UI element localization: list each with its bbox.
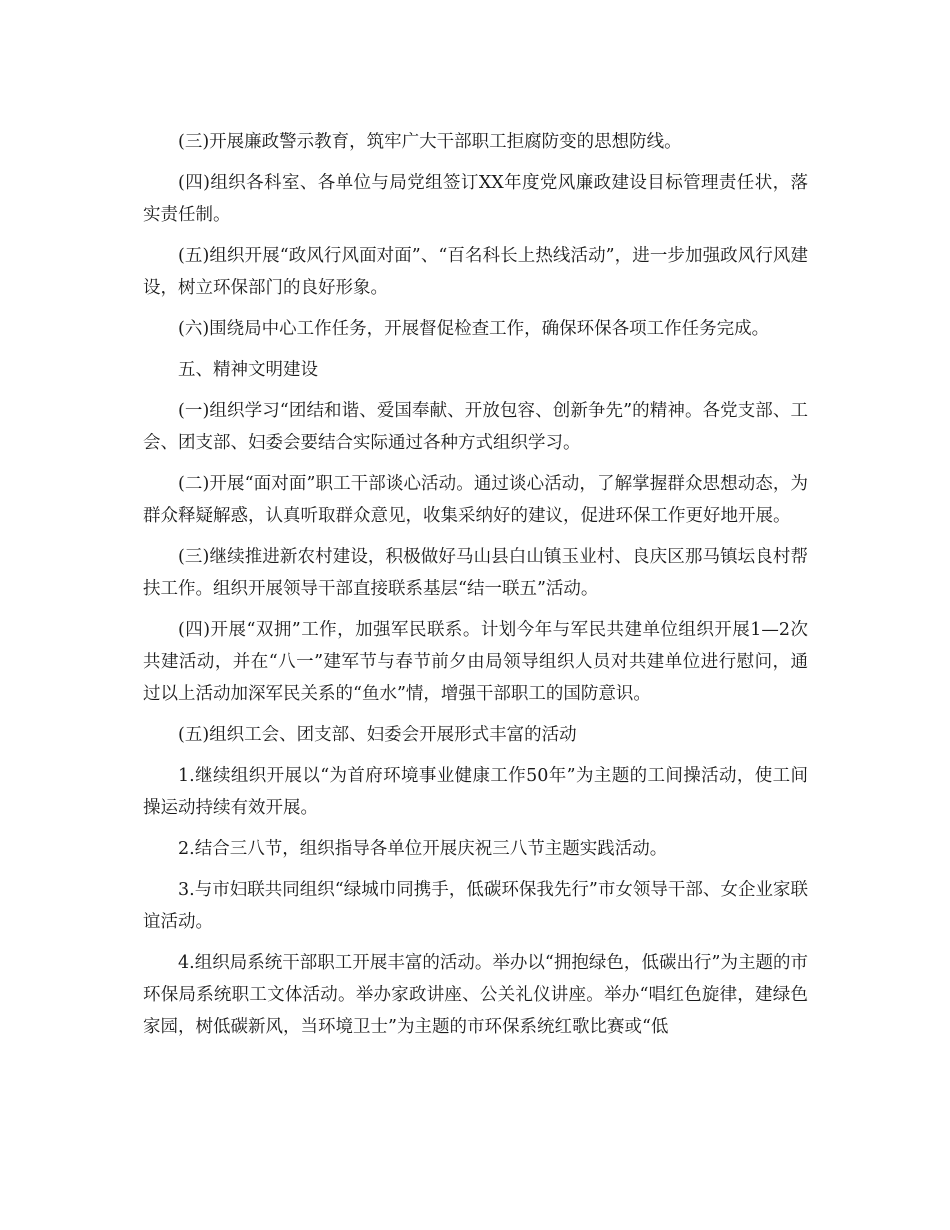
list-item-4: 4.组织局系统干部职工开展丰富的活动。举办以“拥抱绿色，低碳出行”为主题的市环保局系统职工文体活动。举办家政讲座、公关礼仪讲座。举办“唱红色旋律，建绿色家园，树低碳新风，当环境卫士”为主题的市环保系统红歌比赛或“低 [143,953,808,1037]
paragraph-4: (六)围绕局中心工作任务，开展督促检查工作，确保环保各项工作任务完成。 [178,319,770,339]
paragraph-2: (四)组织各科室、各单位与局党组签订XX年度党风廉政建设目标管理责任状，落实责任制。 [143,173,808,225]
paragraph-9: (五)组织工会、团支部、妇委会开展形式丰富的活动 [178,725,577,745]
document-body [143,126,808,1052]
list-item-1: 1.继续组织开展以“为首府环境事业健康工作50年”为主题的工间操活动，使工间操运动持续有效开展。 [143,766,808,818]
paragraph-7: (三)继续推进新农村建设，积极做好马山县白山镇玉业村、良庆区那马镇坛良村帮扶工作。组织开展领导干部直接联系基层“结一联五”活动。 [143,547,808,599]
section-heading: 五、精神文明建设 [178,360,318,380]
list-item-2: 2.结合三八节，组织指导各单位开展庆祝三八节主题实践活动。 [178,839,668,859]
paragraph-6: (二)开展“面对面”职工干部谈心活动。通过谈心活动，了解掌握群众思想动态，为群众释疑解惑，认真听取群众意见，收集采纳好的建议，促进环保工作更好地开展。 [143,474,808,526]
paragraph-5: (一)组织学习“团结和谐、爱国奉献、开放包容、创新争先”的精神。各党支部、工会、团支部、妇委会要结合实际通过各种方式组织学习。 [143,401,808,453]
paragraph-8: (四)开展“双拥”工作，加强军民联系。计划今年与军民共建单位组织开展1—2次共建活动，并在“八一”建军节与春节前夕由局领导组织人员对共建单位进行慰问，通过以上活动加深军民关系的“鱼水”情，增强干部职工的国防意识。 [143,620,808,704]
paragraph-3: (五)组织开展“政风行风面对面”、“百名科长上热线活动”，进一步加强政风行风建设，树立环保部门的良好形象。 [143,246,808,298]
list-item-3: 3.与市妇联共同组织“绿城巾同携手，低碳环保我先行”市女领导干部、女企业家联谊活动。 [143,880,808,932]
paragraph-1: (三)开展廉政警示教育，筑牢广大干部职工拒腐防变的思想防线。 [178,132,682,152]
